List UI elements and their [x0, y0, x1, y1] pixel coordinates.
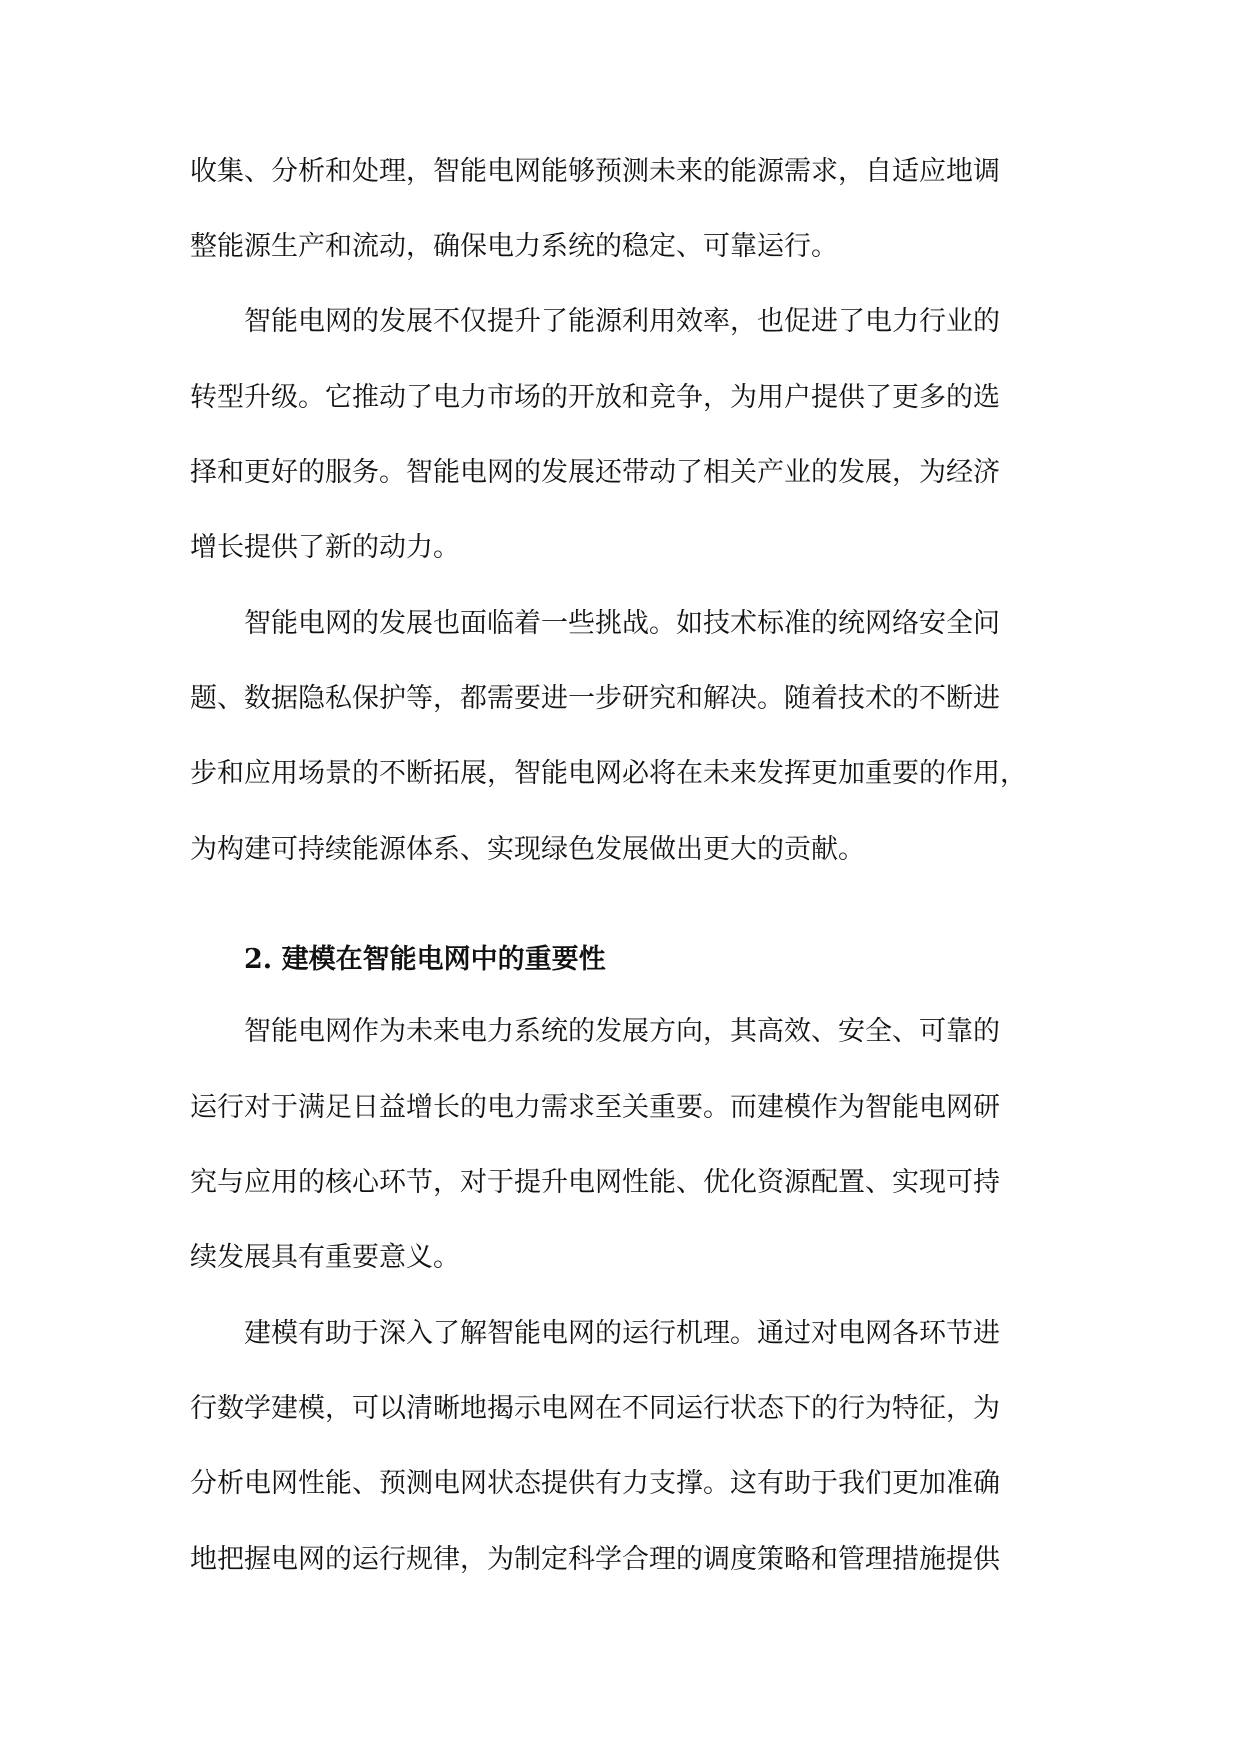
section-paragraph-2-line-4: 地把握电网的运行规律，为制定科学合理的调度策略和管理措施提供	[190, 1544, 1000, 1575]
paragraph-2-line-2: 转型升级。它推动了电力市场的开放和竞争，为用户提供了更多的选	[190, 382, 1000, 413]
paragraph-2-line-3: 择和更好的服务。智能电网的发展还带动了相关产业的发展，为经济	[190, 457, 1000, 488]
section-paragraph-1-line-3: 究与应用的核心环节，对于提升电网性能、优化资源配置、实现可持	[190, 1167, 1000, 1198]
section-paragraph-2-line-2: 行数学建模，可以清晰地揭示电网在不同运行状态下的行为特征，为	[190, 1393, 1000, 1424]
paragraph-1-line-2: 整能源生产和流动，确保电力系统的稳定、可靠运行。	[190, 231, 838, 262]
section-paragraph-1-line-1: 智能电网作为未来电力系统的发展方向，其高效、安全、可靠的	[244, 1016, 1000, 1047]
paragraph-3-line-3: 步和应用场景的不断拓展，智能电网必将在未来发挥更加重要的作用，	[190, 758, 1027, 789]
paragraph-3-line-1: 智能电网的发展也面临着一些挑战。如技术标准的统网络安全问	[244, 608, 1000, 639]
section-paragraph-2-line-1: 建模有助于深入了解智能电网的运行机理。通过对电网各环节进	[244, 1318, 1000, 1349]
paragraph-2-line-1: 智能电网的发展不仅提升了能源利用效率，也促进了电力行业的	[244, 306, 1000, 337]
paragraph-3-line-4: 为构建可持续能源体系、实现绿色发展做出更大的贡献。	[190, 834, 865, 865]
paragraph-1-line-1: 收集、分析和处理，智能电网能够预测未来的能源需求，自适应地调	[190, 156, 1000, 187]
section-heading: 2. 建模在智能电网中的重要性	[244, 944, 606, 975]
paragraph-2-line-4: 增长提供了新的动力。	[190, 532, 460, 563]
section-paragraph-1-line-2: 运行对于满足日益增长的电力需求至关重要。而建模作为智能电网研	[190, 1092, 1000, 1123]
section-paragraph-2-line-3: 分析电网性能、预测电网状态提供有力支撑。这有助于我们更加准确	[190, 1468, 1000, 1499]
section-paragraph-1-line-4: 续发展具有重要意义。	[190, 1242, 460, 1273]
paragraph-3-line-2: 题、数据隐私保护等，都需要进一步研究和解决。随着技术的不断进	[190, 683, 1000, 714]
